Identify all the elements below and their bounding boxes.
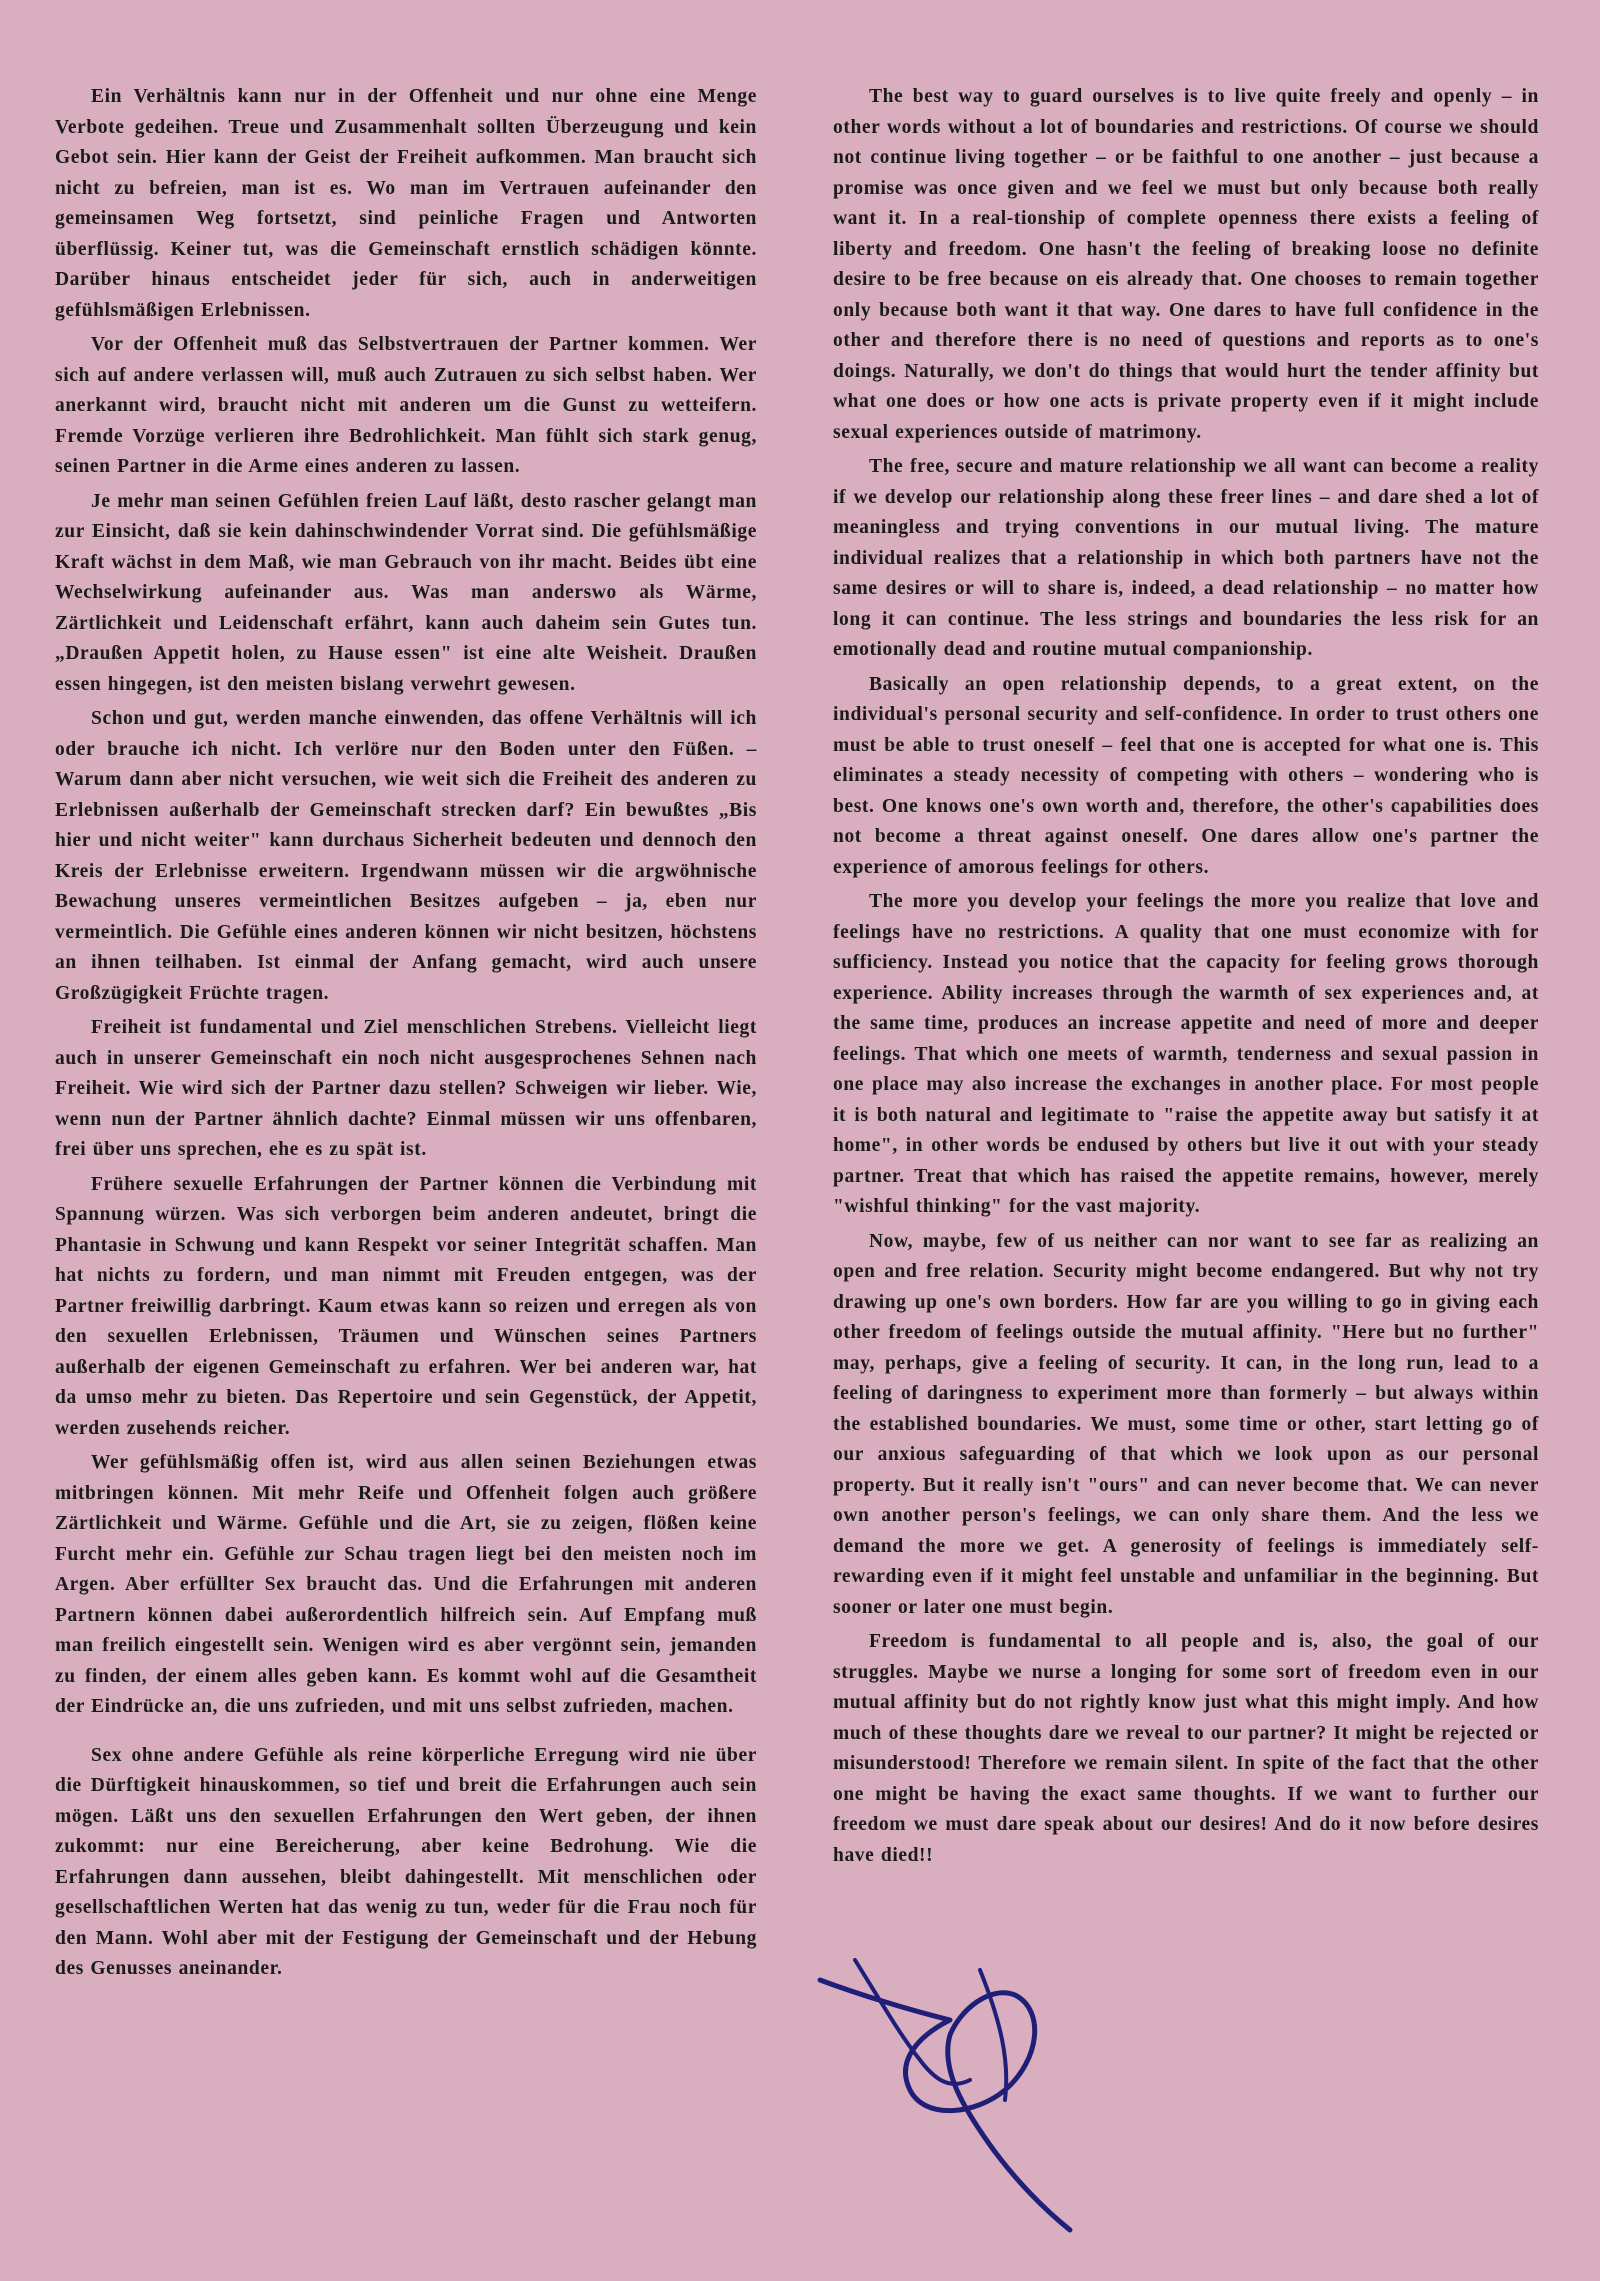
german-text-column [55, 82, 757, 1985]
paragraph: The best way to guard ourselves is to live quite freely and openly – in other words without a lot of boundaries and restrictions. Of course we should not continue living together – or be faithful to one another – just because a promise was once given and we feel we must but only because both really want it. In a real-tionship of complete openness there exists a feeling of liberty and freedom. One hasn't the feeling of breaking loose no definite desire to be free because on eis already that. One chooses to remain together only because both want it that way. One dares to have full confidence in the other and therefore there is no need of questions and reports as to one's doings. Naturally, we don't do things that would hurt the tender affinity but what one does or how one acts is private property even if it might include sexual experiences outside of matrimony. [833, 86, 1539, 443]
paragraph: Wer gefühlsmäßig offen ist, wird aus allen seinen Beziehungen etwas mitbringen können. Mit mehr Reife und Offenheit folgen auch größere Zärtlichkeit und Wärme. Gefühle und die Art, sie zu zeigen, flößen keine Furcht mehr ein. Gefühle zur Schau tragen liegt bei den meisten noch im Argen. Aber erfüllter Sex braucht das. Und die Erfahrungen mit anderen Partnern können dabei außerordentlich hilfreich sein. Auf Empfang muß man freilich eingestellt sein. Wenigen wird es aber vergönnt sein, jemanden zu finden, der einem alles geben kann. Es kommt wohl auf die Gesamtheit der Eindrücke an, die uns zufrieden, und mit uns selbst zufrieden, machen. [55, 1452, 757, 1717]
paragraph: The free, secure and mature relationship we all want can become a reality if we develop our relationship along these freer lines – and dare shed a lot of meaningless and trying conventions in our mutual living. The mature individual realizes that a relationship in which both partners have not the same desires or will to share is, indeed, a dead relationship – no matter how long it can continue. The less strings and boundaries the less risk for an emotionally dead and routine mutual companionship. [833, 456, 1539, 660]
paragraph: Sex ohne andere Gefühle als reine körperliche Erregung wird nie über die Dürftigkeit hinauskommen, so tief und breit die Erfahrungen auch sein mögen. Läßt uns den sexuellen Erfahrungen den Wert geben, der ihnen zukommt: nur eine Bereicherung, aber keine Bedrohung. Wie die Erfahrungen dann aussehen, bleibt dahingestellt. Mit menschlichen oder gesellschaftlichen Werten hat das wenig zu tun, weder für die Frau noch für den Mann. Wohl aber mit der Festigung der Gemeinschaft und der Hebung des Genusses aneinander. [55, 1744, 757, 1979]
english-text-column [833, 82, 1539, 1871]
paragraph: Freedom is fundamental to all people and is, also, the goal of our struggles. Maybe we nurse a longing for some sort of freedom even in our mutual affinity but do not rightly know just what this might imply. And how much of these thoughts dare we reveal to our partner? It might be rejected or misunderstood! Therefore we remain silent. In spite of the fact that the other one might be having the exact same thoughts. If we want to further our freedom we must dare speak about our desires! And do it now before desires have died!! [833, 1631, 1539, 1866]
paragraph: Vor der Offenheit muß das Selbstvertrauen der Partner kommen. Wer sich auf andere verlassen will, muß auch Zutrauen zu sich selbst haben. Wer anerkannt wird, braucht nicht mit anderen um die Gunst zu wetteifern. Fremde Vorzüge verlieren ihre Bedrohlichkeit. Man fühlt sich stark genug, seinen Partner in die Arme eines anderen zu lassen. [55, 334, 757, 477]
paragraph: Je mehr man seinen Gefühlen freien Lauf läßt, desto rascher gelangt man zur Einsicht, daß sie kein dahinschwindender Vorrat sind. Die gefühlsmäßige Kraft wächst in dem Maß, wie man Gebrauch von ihr macht. Beides übt eine Wechselwirkung aufeinander aus. Was man anderswo als Wärme, Zärtlichkeit und Leidenschaft erfährt, kann auch daheim sein Gutes tun. „Draußen Appetit holen, zu Hause essen" ist eine alte Weisheit. Draußen essen hingegen, ist den meisten bislang verwehrt gewesen. [55, 490, 757, 695]
paragraph: Basically an open relationship depends, to a great extent, on the individual's personal security and self-confidence. In order to trust others one must be able to trust oneself – feel that one is accepted for what one is. This eliminates a steady necessity of competing with others – wondering who is best. One knows one's own worth and, therefore, the other's capabilities does not become a threat against oneself. One dares allow one's partner the experience of amorous feelings for others. [833, 673, 1539, 878]
paragraph: Schon und gut, werden manche einwenden, das offene Verhältnis will ich oder brauche ich nicht. Ich verlöre nur den Boden unter den Füßen. – Warum dann aber nicht versuchen, wie weit sich die Freiheit des anderen zu Erlebnissen außerhalb der Gemeinschaft strecken darf? Ein bewußtes „Bis hier und nicht weiter" kann durchaus Sicherheit bedeuten und dennoch den Kreis der Erlebnisse erweitern. Irgendwann müssen wir die argwöhnische Bewachung unseres vermeintlichen Besitzes aufgeben – ja, eben nur vermeintlich. Die Gefühle eines anderen können wir nicht besitzen, höchstens an ihnen teilhaben. Ist einmal der Anfang gemacht, wird auch unsere Großzügigkeit Früchte tragen. [55, 708, 757, 1004]
signature-icon [800, 1940, 1120, 2240]
paragraph: Freiheit ist fundamental und Ziel menschlichen Strebens. Vielleicht liegt auch in unserer Gemeinschaft ein noch nicht ausgesprochenes Sehnen nach Freiheit. Wie wird sich der Partner dazu stellen? Schweigen wir lieber. Wie, wenn nun der Partner ähnlich dachte? Einmal müssen wir uns offenbaren, frei über uns sprechen, ehe es zu spät ist. [55, 1017, 757, 1160]
paragraph: Frühere sexuelle Erfahrungen der Partner können die Verbindung mit Spannung würzen. Was sich verborgen beim anderen andeutet, bringt die Phantasie in Schwung und kann Respekt vor seiner Integrität schaffen. Man hat nichts zu fordern, und man nimmt mit Freuden entgegen, was der Partner freiwillig darbringt. Kaum etwas kann so reizen und erregen als von den sexuellen Erlebnissen, Träumen und Wünschen seines Partners außerhalb der eigenen Gemeinschaft zu erfahren. Wer bei anderen war, hat da umso mehr zu bieten. Das Repertoire und sein Gegenstück, der Appetit, werden zusehends reicher. [55, 1173, 757, 1439]
paragraph: The more you develop your feelings the more you realize that love and feelings have no restrictions. A quality that one must economize with for sufficiency. Instead you notice that the capacity for feeling grows thorough experience. Ability increases through the warmth of sex experiences and, at the same time, produces an increase appetite and need of more and deeper feelings. That which one meets of warmth, tenderness and sexual passion in one place may also increase the exchanges in another place. For most people it is both natural and legitimate to "raise the appetite away but satisfy it at home", in other words be endused by others but live it out with your steady partner. Treat that which has raised the appetite remains, however, merely "wishful thinking" for the vast majority. [833, 891, 1539, 1217]
paragraph: Ein Verhältnis kann nur in der Offenheit und nur ohne eine Menge Verbote gedeihen. Treue und Zusammenhalt sollten Überzeugung und kein Gebot sein. Hier kann der Geist der Freiheit aufkommen. Man braucht sich nicht zu befreien, man ist es. Wo man im Vertrauen aufeinander den gemeinsamen Weg fortsetzt, sind peinliche Fragen und Antworten überflüssig. Keiner tut, was die Gemeinschaft ernstlich schädigen könnte. Darüber hinaus entscheidet jeder für sich, auch in anderweitigen gefühlsmäßigen Erlebnissen. [55, 86, 757, 321]
paragraph: Now, maybe, few of us neither can nor want to see far as realizing an open and free relation. Security might become endangered. But why not try drawing up one's own borders. How far are you willing to go in giving each other freedom of feelings outside the mutual affinity. "Here but no further" may, perhaps, give a feeling of security. It can, in the long run, lead to a feeling of daringness to experiment more than formerly – but always within the established boundaries. We must, some time or other, start letting go of our anxious safeguarding of that which we look upon as our personal property. But it really isn't "ours" and can never become that. We can never own another person's feelings, we can only share them. And the less we demand the more we get. A generosity of feelings is immediately self-rewarding even if it might feel unstable and unfamiliar in the beginning. But sooner or later one must begin. [833, 1230, 1539, 1618]
